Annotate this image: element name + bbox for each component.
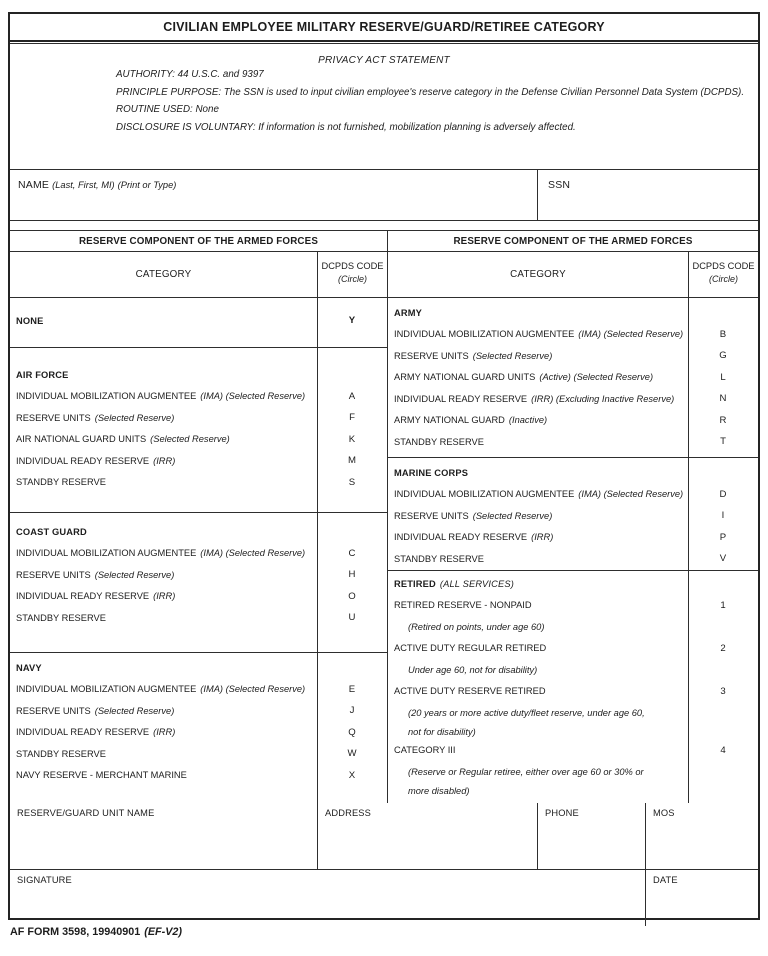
form-number: AF FORM 3598, 19940901	[10, 926, 141, 938]
category-row	[388, 638, 758, 660]
category-label: more disabled)	[408, 785, 470, 796]
category-row	[10, 679, 387, 701]
category-label: NONE	[16, 315, 44, 326]
category-row	[388, 681, 758, 703]
left-component-header: RESERVE COMPONENT OF THE ARMED FORCES	[10, 231, 387, 252]
category-label: INDIVIDUAL READY RESERVE	[16, 591, 150, 602]
name-hint-format: (Last, First, MI)	[52, 180, 115, 190]
category-row	[388, 761, 758, 783]
dcpds-code-value[interactable]: 4	[720, 744, 726, 756]
dcpds-code-value[interactable]: F	[349, 412, 355, 424]
left-category-body	[10, 298, 387, 803]
privacy-heading: PRIVACY ACT STATEMENT	[318, 55, 450, 66]
category-label: ARMY	[394, 307, 422, 318]
category-label: COAST GUARD	[16, 526, 87, 537]
category-label: STANDBY RESERVE	[16, 748, 106, 759]
category-section	[10, 298, 387, 348]
category-label: ARMY NATIONAL GUARD UNITS	[394, 372, 536, 383]
dcpds-code-value[interactable]: A	[348, 390, 356, 402]
category-label: RESERVE UNITS	[394, 510, 469, 521]
category-label: RETIRED RESERVE - NONPAID	[394, 600, 532, 611]
section-title-row	[388, 573, 758, 595]
category-row	[388, 740, 758, 762]
address-field[interactable]	[317, 803, 537, 869]
dcpds-code-value[interactable]: V	[719, 553, 727, 565]
privacy-line-purpose: PRINCIPLE PURPOSE: The SSN is used to input civilian employee's reserve category in the Defense Civilian Personnel Data System (DCPDS).	[116, 86, 745, 98]
right-column-headers	[388, 252, 758, 298]
dcpds-code-value[interactable]: X	[348, 769, 356, 781]
category-label: ACTIVE DUTY REGULAR RETIRED	[394, 643, 547, 654]
category-note: (Active) (Selected Reserve)	[539, 372, 654, 383]
category-row	[388, 345, 758, 367]
category-row	[388, 724, 758, 740]
category-label: INDIVIDUAL MOBILIZATION AUGMENTEE	[394, 489, 575, 500]
dcpds-code-value[interactable]: N	[719, 393, 727, 405]
category-section	[10, 348, 387, 513]
category-note: (Selected Reserve)	[94, 569, 175, 580]
category-label: INDIVIDUAL MOBILIZATION AUGMENTEE	[16, 548, 197, 559]
category-section	[10, 513, 387, 653]
category-note: (Selected Reserve)	[472, 350, 553, 361]
category-row	[10, 743, 387, 765]
category-row	[388, 410, 758, 432]
category-section	[388, 298, 758, 458]
left-column-headers	[10, 252, 387, 298]
category-row	[10, 607, 387, 629]
privacy-line-disclosure: DISCLOSURE IS VOLUNTARY: If information is not furnished, mobilization planning is adversely affected.	[116, 121, 576, 133]
category-label: STANDBY RESERVE	[16, 612, 106, 623]
dcpds-code-value[interactable]: E	[348, 683, 356, 695]
category-label: RESERVE UNITS	[16, 412, 91, 423]
category-label: INDIVIDUAL MOBILIZATION AUGMENTEE	[16, 391, 197, 402]
dcpds-code-value[interactable]: Q	[348, 726, 356, 738]
category-section	[388, 571, 758, 803]
dcpds-code-value[interactable]: Y	[348, 315, 356, 327]
right-code-header-label: DCPDS CODE	[692, 261, 755, 271]
category-row	[10, 386, 387, 408]
dcpds-code-value[interactable]: R	[719, 414, 727, 426]
dcpds-code-value[interactable]: J	[349, 705, 355, 717]
category-section	[10, 653, 387, 803]
dcpds-code-value[interactable]: C	[348, 547, 356, 559]
dcpds-code-value[interactable]: B	[719, 328, 727, 340]
category-label: (20 years or more active duty/fleet reserve, under age 60,	[408, 707, 645, 718]
dcpds-code-value[interactable]: K	[348, 433, 356, 445]
category-label: RESERVE UNITS	[394, 350, 469, 361]
category-note: (IRR) (Excluding Inactive Reserve)	[531, 393, 675, 404]
dcpds-code-value[interactable]: G	[719, 350, 727, 362]
category-label: INDIVIDUAL READY RESERVE	[16, 455, 150, 466]
category-row	[10, 722, 387, 744]
category-note: (IMA) (Selected Reserve)	[578, 489, 684, 500]
category-label: STANDBY RESERVE	[394, 553, 484, 564]
mos-field[interactable]	[645, 803, 758, 869]
category-label: INDIVIDUAL READY RESERVE	[394, 532, 528, 543]
address-label: ADDRESS	[325, 808, 371, 818]
dcpds-code-value[interactable]: M	[348, 455, 356, 467]
section-title-row	[10, 364, 387, 386]
name-field[interactable]	[10, 170, 537, 220]
privacy-line-authority: AUTHORITY: 44 U.S.C. and 9397	[116, 69, 264, 80]
phone-label: PHONE	[545, 808, 579, 818]
name-label: NAME	[18, 179, 50, 191]
right-component-header: RESERVE COMPONENT OF THE ARMED FORCES	[388, 231, 758, 252]
category-label: Under age 60, not for disability)	[408, 664, 538, 675]
section-title-row	[10, 657, 387, 679]
form-title: CIVILIAN EMPLOYEE MILITARY RESERVE/GUARD/RETIREE CATEGORY	[163, 20, 605, 34]
category-row	[388, 324, 758, 346]
dcpds-code-value[interactable]: W	[347, 748, 357, 760]
category-row	[388, 548, 758, 570]
section-gap	[10, 221, 758, 230]
af-form-3598	[8, 12, 760, 920]
category-note: (IMA) (Selected Reserve)	[200, 684, 306, 695]
category-label: AIR NATIONAL GUARD UNITS	[16, 434, 147, 445]
dcpds-code-value[interactable]: S	[348, 476, 356, 488]
category-row	[10, 564, 387, 586]
category-note: (Selected Reserve)	[150, 434, 230, 445]
category-section	[388, 458, 758, 571]
dcpds-code-value[interactable]: 2	[720, 642, 726, 654]
section-title-row	[388, 462, 758, 484]
form-number-footer	[10, 926, 182, 938]
identity-row	[10, 170, 758, 221]
date-label: DATE	[653, 875, 678, 885]
dcpds-code-value[interactable]: 1	[720, 599, 726, 611]
category-note: (IRR)	[153, 727, 176, 738]
category-label: INDIVIDUAL READY RESERVE	[16, 727, 150, 738]
left-category-header: CATEGORY	[135, 269, 192, 280]
dcpds-code-value[interactable]: D	[719, 488, 727, 500]
right-category-body	[388, 298, 758, 803]
category-note: (Selected Reserve)	[472, 510, 553, 521]
category-label: INDIVIDUAL READY RESERVE	[394, 393, 528, 404]
right-category-header: CATEGORY	[510, 269, 566, 280]
right-code-header-circle: (Circle)	[709, 274, 738, 284]
category-label: ARMY NATIONAL GUARD	[394, 415, 505, 426]
category-label: INDIVIDUAL MOBILIZATION AUGMENTEE	[16, 684, 197, 695]
category-label: STANDBY RESERVE	[16, 477, 106, 488]
dcpds-code-value[interactable]: O	[348, 590, 356, 602]
signature-field[interactable]	[10, 870, 645, 926]
category-note: (IRR)	[531, 532, 554, 543]
dcpds-code-value[interactable]: T	[720, 436, 726, 448]
category-row	[10, 543, 387, 565]
category-label: RESERVE UNITS	[16, 569, 91, 580]
category-note: (IMA) (Selected Reserve)	[200, 548, 306, 559]
category-note: (Selected Reserve)	[94, 412, 175, 423]
left-code-header-circle: (Circle)	[338, 274, 367, 284]
name-hint-print: (Print or Type)	[117, 180, 177, 190]
dcpds-code-value[interactable]: U	[348, 612, 356, 624]
category-label: AIR FORCE	[16, 369, 69, 380]
category-label: (Reserve or Regular retiree, either over age 60 or 30% or	[408, 766, 644, 777]
category-row	[388, 367, 758, 389]
category-label: RESERVE UNITS	[16, 705, 91, 716]
category-label: RETIRED	[394, 578, 436, 589]
category-label: NAVY	[16, 662, 42, 673]
title-double-rule	[10, 42, 758, 44]
category-row	[388, 616, 758, 638]
category-label: MARINE CORPS	[394, 467, 469, 478]
category-row	[388, 783, 758, 799]
category-row	[10, 700, 387, 722]
category-note: (IRR)	[153, 455, 176, 466]
category-row	[10, 765, 387, 787]
category-row	[388, 527, 758, 549]
category-row	[10, 429, 387, 451]
ssn-field[interactable]	[537, 170, 758, 220]
category-label: (Retired on points, under age 60)	[408, 621, 545, 632]
category-note: (IMA) (Selected Reserve)	[578, 329, 684, 340]
dcpds-code-value[interactable]: 3	[720, 685, 726, 697]
privacy-act-section	[10, 55, 758, 170]
category-label: not for disability)	[408, 726, 476, 737]
category-row	[388, 505, 758, 527]
date-field[interactable]	[645, 870, 758, 926]
category-note: (Inactive)	[508, 415, 548, 426]
dcpds-code-value[interactable]: H	[348, 569, 356, 581]
table-left-half	[10, 231, 387, 803]
section-title-row	[388, 302, 758, 324]
category-row	[388, 431, 758, 453]
privacy-line-routine: ROUTINE USED: None	[116, 104, 219, 115]
signature-label: SIGNATURE	[17, 875, 72, 885]
reserve-category-table	[10, 230, 758, 803]
category-row	[10, 472, 387, 494]
category-note: (IMA) (Selected Reserve)	[200, 391, 306, 402]
category-row	[388, 484, 758, 506]
section-title-row	[10, 310, 387, 332]
category-row	[388, 659, 758, 681]
dcpds-code-value[interactable]: L	[720, 371, 726, 383]
left-code-header-label: DCPDS CODE	[321, 261, 384, 271]
left-code-header	[317, 252, 387, 297]
category-row	[10, 407, 387, 429]
category-row	[10, 586, 387, 608]
dcpds-code-value[interactable]: I	[721, 510, 725, 522]
dcpds-code-value[interactable]: P	[719, 531, 727, 543]
category-note: (ALL SERVICES)	[439, 578, 514, 589]
category-label: CATEGORY III	[394, 745, 456, 756]
section-title-row	[10, 521, 387, 543]
category-row	[388, 388, 758, 410]
category-label: NAVY RESERVE - MERCHANT MARINE	[16, 770, 187, 781]
form-title-bar	[10, 14, 758, 42]
form-version: (EF-V2)	[144, 926, 183, 938]
unit-info-row	[10, 803, 758, 870]
phone-field[interactable]	[537, 803, 645, 869]
category-row	[388, 702, 758, 724]
category-label: INDIVIDUAL MOBILIZATION AUGMENTEE	[394, 329, 575, 340]
category-label: ACTIVE DUTY RESERVE RETIRED	[394, 686, 546, 697]
category-note: (Selected Reserve)	[94, 705, 175, 716]
unit-name-field[interactable]	[10, 803, 317, 869]
unit-name-label: RESERVE/GUARD UNIT NAME	[17, 808, 155, 818]
table-right-half	[387, 231, 758, 803]
category-row	[388, 595, 758, 617]
ssn-label: SSN	[548, 179, 571, 191]
signature-row	[10, 870, 758, 926]
right-code-header	[688, 252, 758, 297]
category-row	[10, 450, 387, 472]
category-note: (IRR)	[153, 591, 176, 602]
category-label: STANDBY RESERVE	[394, 436, 484, 447]
mos-label: MOS	[653, 808, 675, 818]
